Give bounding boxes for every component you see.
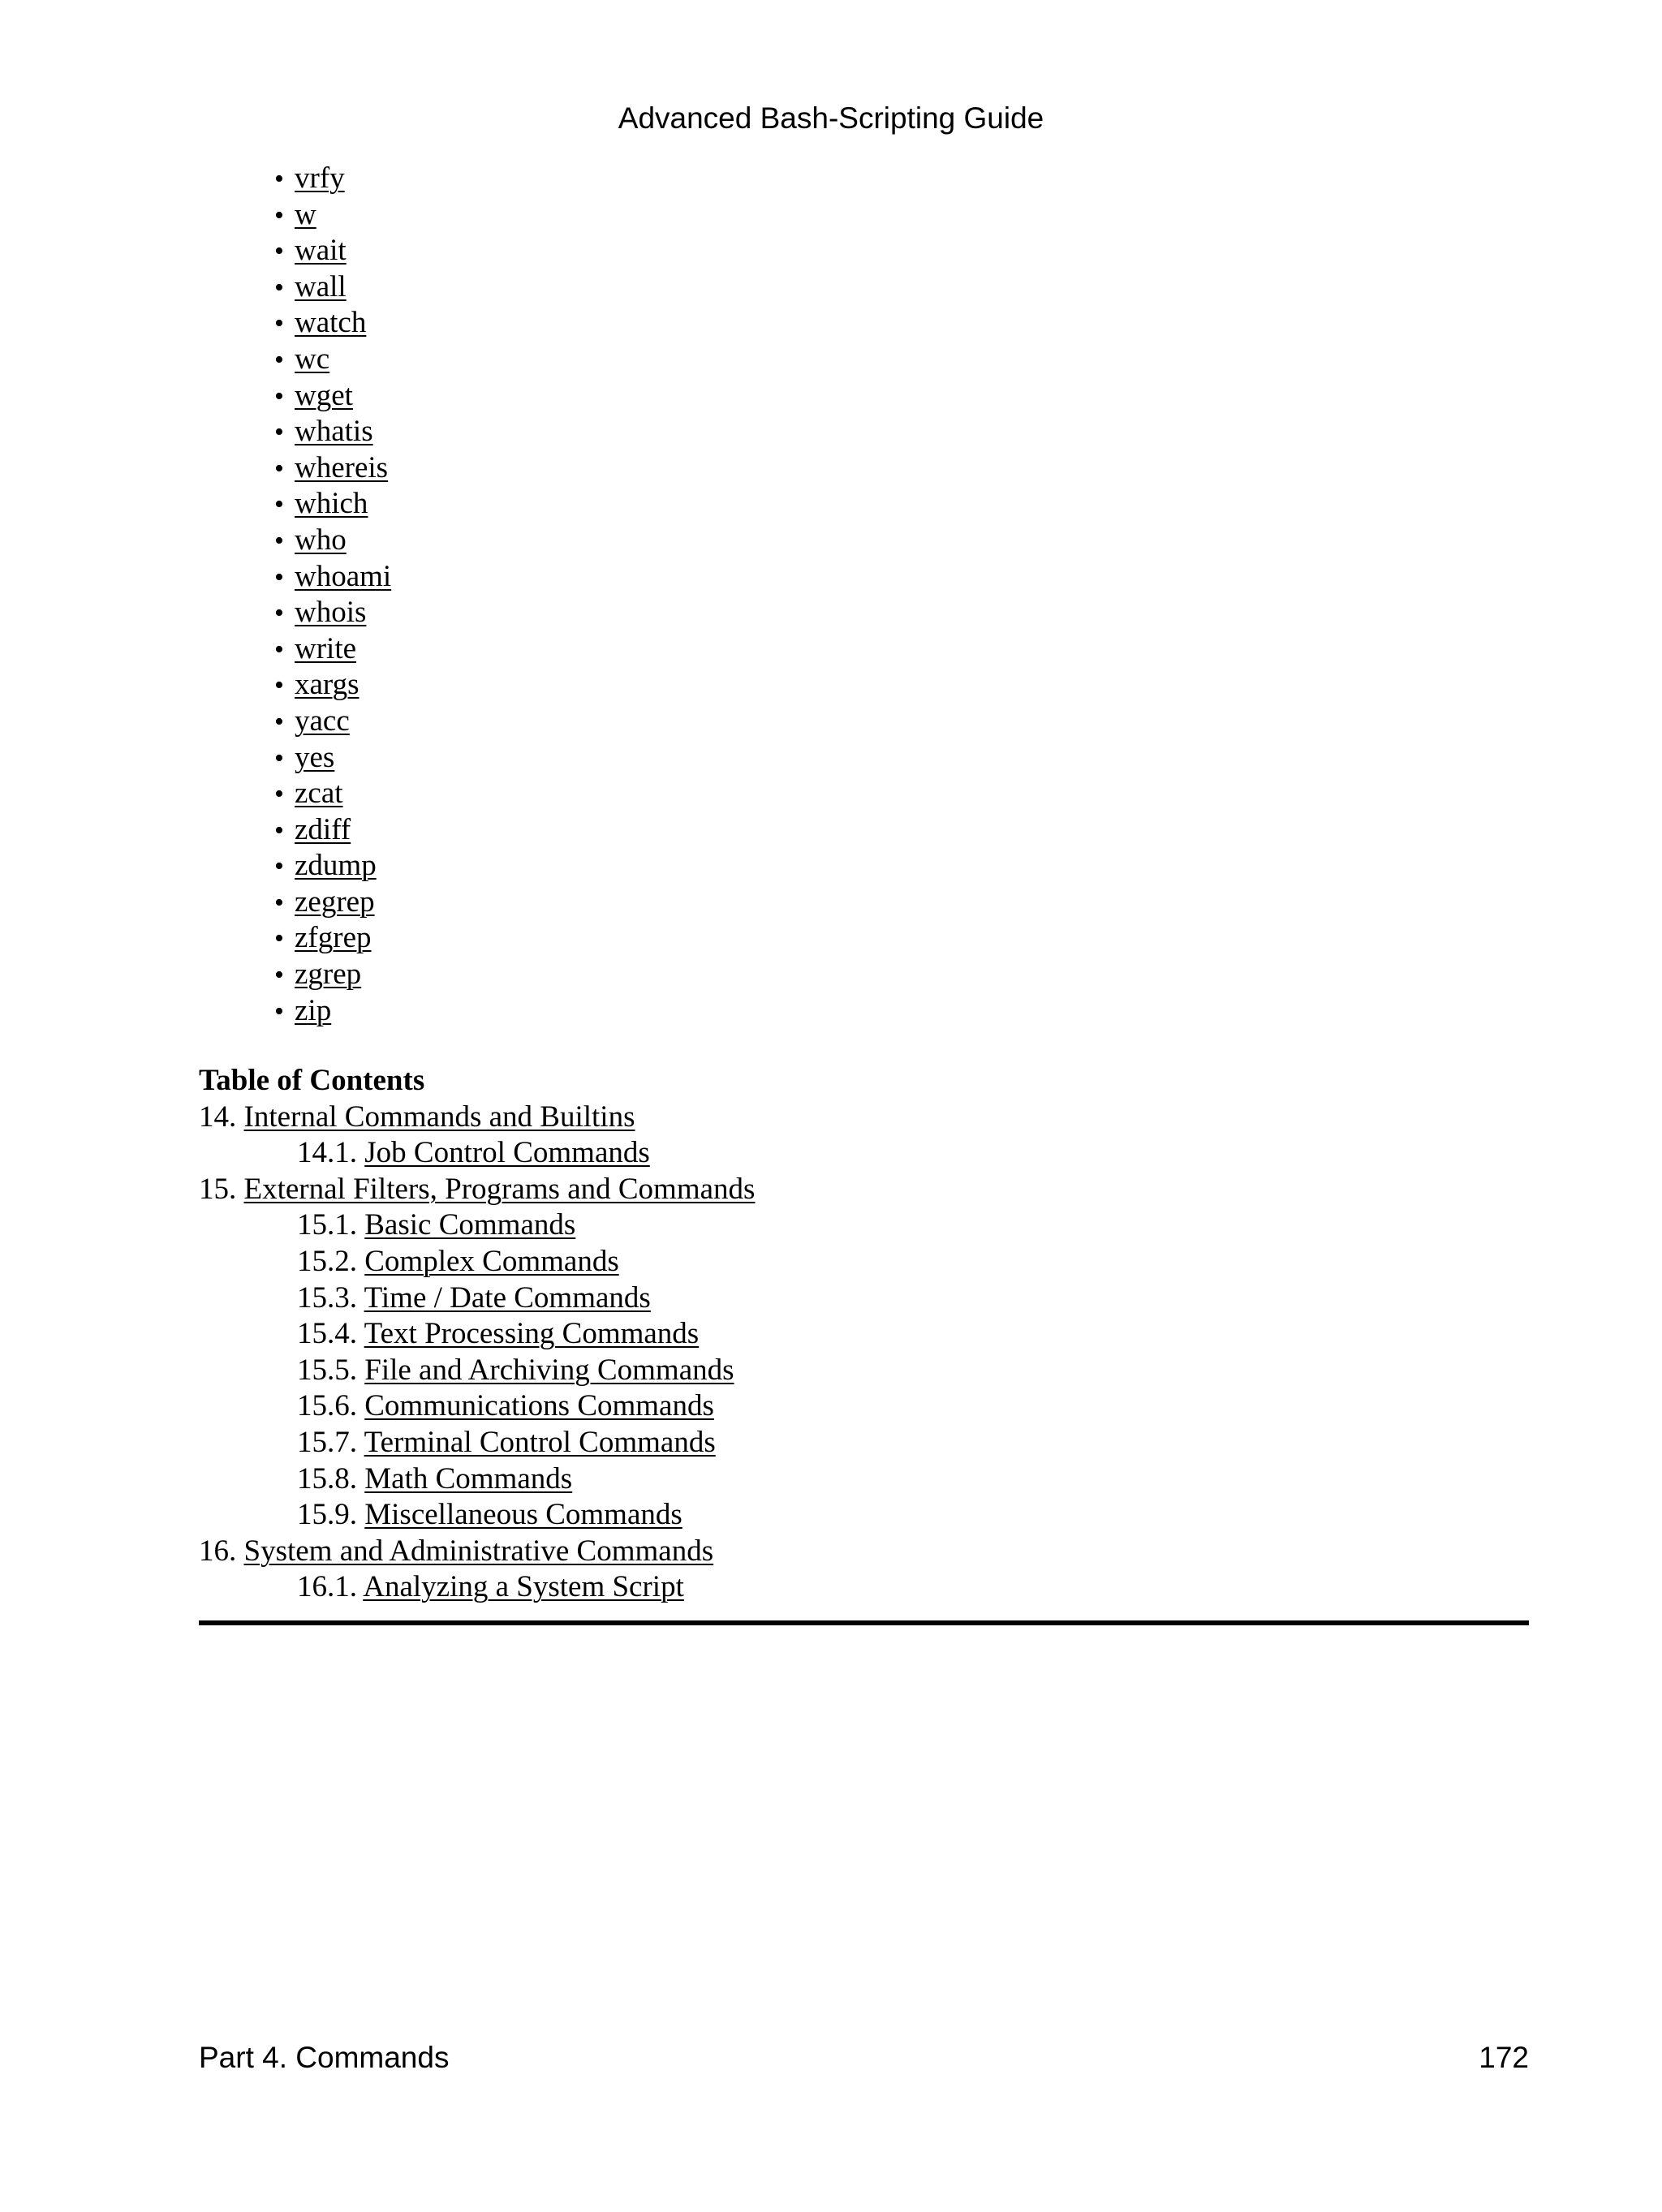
bullet-icon: • <box>274 670 284 701</box>
toc-entry-number: 14. <box>199 1100 237 1134</box>
command-list-item <box>274 993 391 1030</box>
command-list-item <box>274 523 391 559</box>
bullet-icon: • <box>274 453 284 484</box>
command-list-item <box>274 161 391 197</box>
command-link-zdump[interactable]: zdump <box>295 849 377 883</box>
bullet-icon: • <box>274 996 284 1026</box>
toc-entry <box>199 1172 755 1208</box>
bullet-icon: • <box>274 489 284 520</box>
toc-entry <box>199 1497 755 1534</box>
command-link-write[interactable]: write <box>295 631 357 665</box>
command-link-list <box>274 161 391 1029</box>
command-link-zgrep[interactable]: zgrep <box>295 958 362 992</box>
toc-entry-number: 15.1. <box>297 1208 357 1242</box>
command-list-item <box>274 631 391 668</box>
table-of-contents <box>199 1063 755 1606</box>
bullet-icon: • <box>274 742 284 773</box>
toc-entry-link[interactable]: Analyzing a System Script <box>363 1570 684 1604</box>
bullet-icon: • <box>274 236 284 267</box>
command-link-wget[interactable]: wget <box>295 378 353 412</box>
bullet-icon: • <box>274 200 284 230</box>
toc-entry-link[interactable]: Basic Commands <box>364 1208 576 1242</box>
toc-entry-number: 15.2. <box>297 1244 357 1278</box>
bullet-icon: • <box>274 417 284 448</box>
command-link-who[interactable]: who <box>295 523 347 557</box>
bullet-icon: • <box>274 851 284 882</box>
command-list-item <box>274 414 391 450</box>
command-link-vrfy[interactable]: vrfy <box>295 161 345 195</box>
toc-entry-number: 16.1. <box>297 1570 357 1604</box>
command-link-zegrep[interactable]: zegrep <box>295 884 375 919</box>
bullet-icon: • <box>274 272 284 303</box>
toc-entry <box>199 1425 755 1461</box>
toc-entry-link[interactable]: Text Processing Commands <box>364 1317 700 1351</box>
bullet-icon: • <box>274 815 284 846</box>
command-link-zip[interactable]: zip <box>295 993 332 1027</box>
bullet-icon: • <box>274 525 284 556</box>
toc-entry-link[interactable]: Miscellaneous Commands <box>364 1498 682 1532</box>
toc-entry-link[interactable]: System and Administrative Commands <box>243 1534 714 1568</box>
toc-entry <box>199 1280 755 1317</box>
toc-entry <box>199 1316 755 1353</box>
toc-entry <box>199 1388 755 1425</box>
bullet-icon: • <box>274 634 284 665</box>
command-list-item <box>274 740 391 777</box>
bullet-icon: • <box>274 562 284 592</box>
command-link-whatis[interactable]: whatis <box>295 415 373 449</box>
horizontal-rule <box>199 1620 1529 1625</box>
command-list-item <box>274 595 391 631</box>
bullet-icon: • <box>274 923 284 954</box>
command-list-item <box>274 884 391 921</box>
bullet-icon: • <box>274 308 284 339</box>
toc-entry <box>199 1569 755 1606</box>
command-link-wait[interactable]: wait <box>295 234 347 268</box>
command-list-item <box>274 450 391 487</box>
footer-section: Part 4. Commands <box>199 2041 450 2074</box>
command-link-zfgrep[interactable]: zfgrep <box>295 921 372 955</box>
page-footer <box>199 2038 1529 2077</box>
toc-entry-link[interactable]: Communications Commands <box>364 1389 714 1423</box>
toc-entry-link[interactable]: Terminal Control Commands <box>364 1425 716 1459</box>
command-list-item <box>274 269 391 306</box>
toc-entry <box>199 1135 755 1172</box>
toc-entry-number: 14.1. <box>297 1136 357 1170</box>
bullet-icon: • <box>274 887 284 918</box>
toc-entry-link[interactable]: Complex Commands <box>364 1244 619 1278</box>
footer-page-number: 172 <box>1479 2041 1529 2074</box>
command-list-item <box>274 197 391 234</box>
command-list-item <box>274 559 391 596</box>
command-link-whoami[interactable]: whoami <box>295 559 392 593</box>
toc-entry <box>199 1207 755 1244</box>
toc-entry-number: 15.5. <box>297 1353 357 1387</box>
toc-entry-number: 15.6. <box>297 1389 357 1423</box>
command-link-xargs[interactable]: xargs <box>295 668 360 702</box>
toc-entry-link[interactable]: Math Commands <box>364 1461 573 1495</box>
command-link-zcat[interactable]: zcat <box>295 777 343 811</box>
command-list-item <box>274 920 391 957</box>
command-list-item <box>274 305 391 342</box>
toc-entry-number: 15. <box>199 1172 237 1206</box>
toc-entry <box>199 1244 755 1280</box>
bullet-icon: • <box>274 381 284 411</box>
toc-title: Table of Contents <box>199 1064 425 1097</box>
toc-entry-link[interactable]: File and Archiving Commands <box>364 1353 734 1387</box>
toc-entry <box>199 1534 755 1570</box>
command-link-watch[interactable]: watch <box>295 306 367 340</box>
bullet-icon: • <box>274 344 284 375</box>
command-list-item <box>274 776 391 812</box>
command-link-w[interactable]: w <box>295 197 316 231</box>
toc-entry-number: 15.8. <box>297 1461 357 1495</box>
bullet-icon: • <box>274 164 284 194</box>
toc-entries <box>199 1100 755 1606</box>
command-list-item <box>274 812 391 849</box>
command-link-whereis[interactable]: whereis <box>295 450 389 484</box>
command-list-item <box>274 667 391 704</box>
bullet-icon: • <box>274 779 284 810</box>
toc-entry-link[interactable]: External Filters, Programs and Commands <box>243 1172 756 1206</box>
bullet-icon: • <box>274 960 284 991</box>
command-list-item <box>274 342 391 378</box>
command-link-yacc[interactable]: yacc <box>295 704 350 738</box>
command-list-item <box>274 848 391 884</box>
command-list-item <box>274 957 391 993</box>
toc-entry-link[interactable]: Job Control Commands <box>364 1136 650 1170</box>
bullet-icon: • <box>274 598 284 629</box>
command-link-whois[interactable]: whois <box>295 596 367 630</box>
toc-entry-number: 15.9. <box>297 1498 357 1532</box>
toc-entry-number: 15.7. <box>297 1425 357 1459</box>
bullet-icon: • <box>274 706 284 737</box>
toc-entry-number: 15.4. <box>297 1317 357 1351</box>
toc-entry <box>199 1461 755 1498</box>
toc-entry <box>199 1100 755 1136</box>
command-list-item <box>274 233 391 269</box>
toc-entry-number: 15.3. <box>297 1280 357 1315</box>
command-list-item <box>274 704 391 740</box>
command-link-wc[interactable]: wc <box>295 342 330 376</box>
command-list-item <box>274 486 391 523</box>
command-link-zdiff[interactable]: zdiff <box>295 812 351 846</box>
toc-entry-number: 16. <box>199 1534 237 1568</box>
command-list-item <box>274 378 391 415</box>
command-link-which[interactable]: which <box>295 487 368 521</box>
command-link-yes[interactable]: yes <box>295 740 335 774</box>
page-header-title: Advanced Bash-Scripting Guide <box>618 101 1044 135</box>
toc-entry-link[interactable]: Internal Commands and Builtins <box>243 1100 635 1134</box>
toc-entry <box>199 1353 755 1389</box>
toc-entry-link[interactable]: Time / Date Commands <box>364 1280 651 1315</box>
command-link-wall[interactable]: wall <box>295 269 347 303</box>
